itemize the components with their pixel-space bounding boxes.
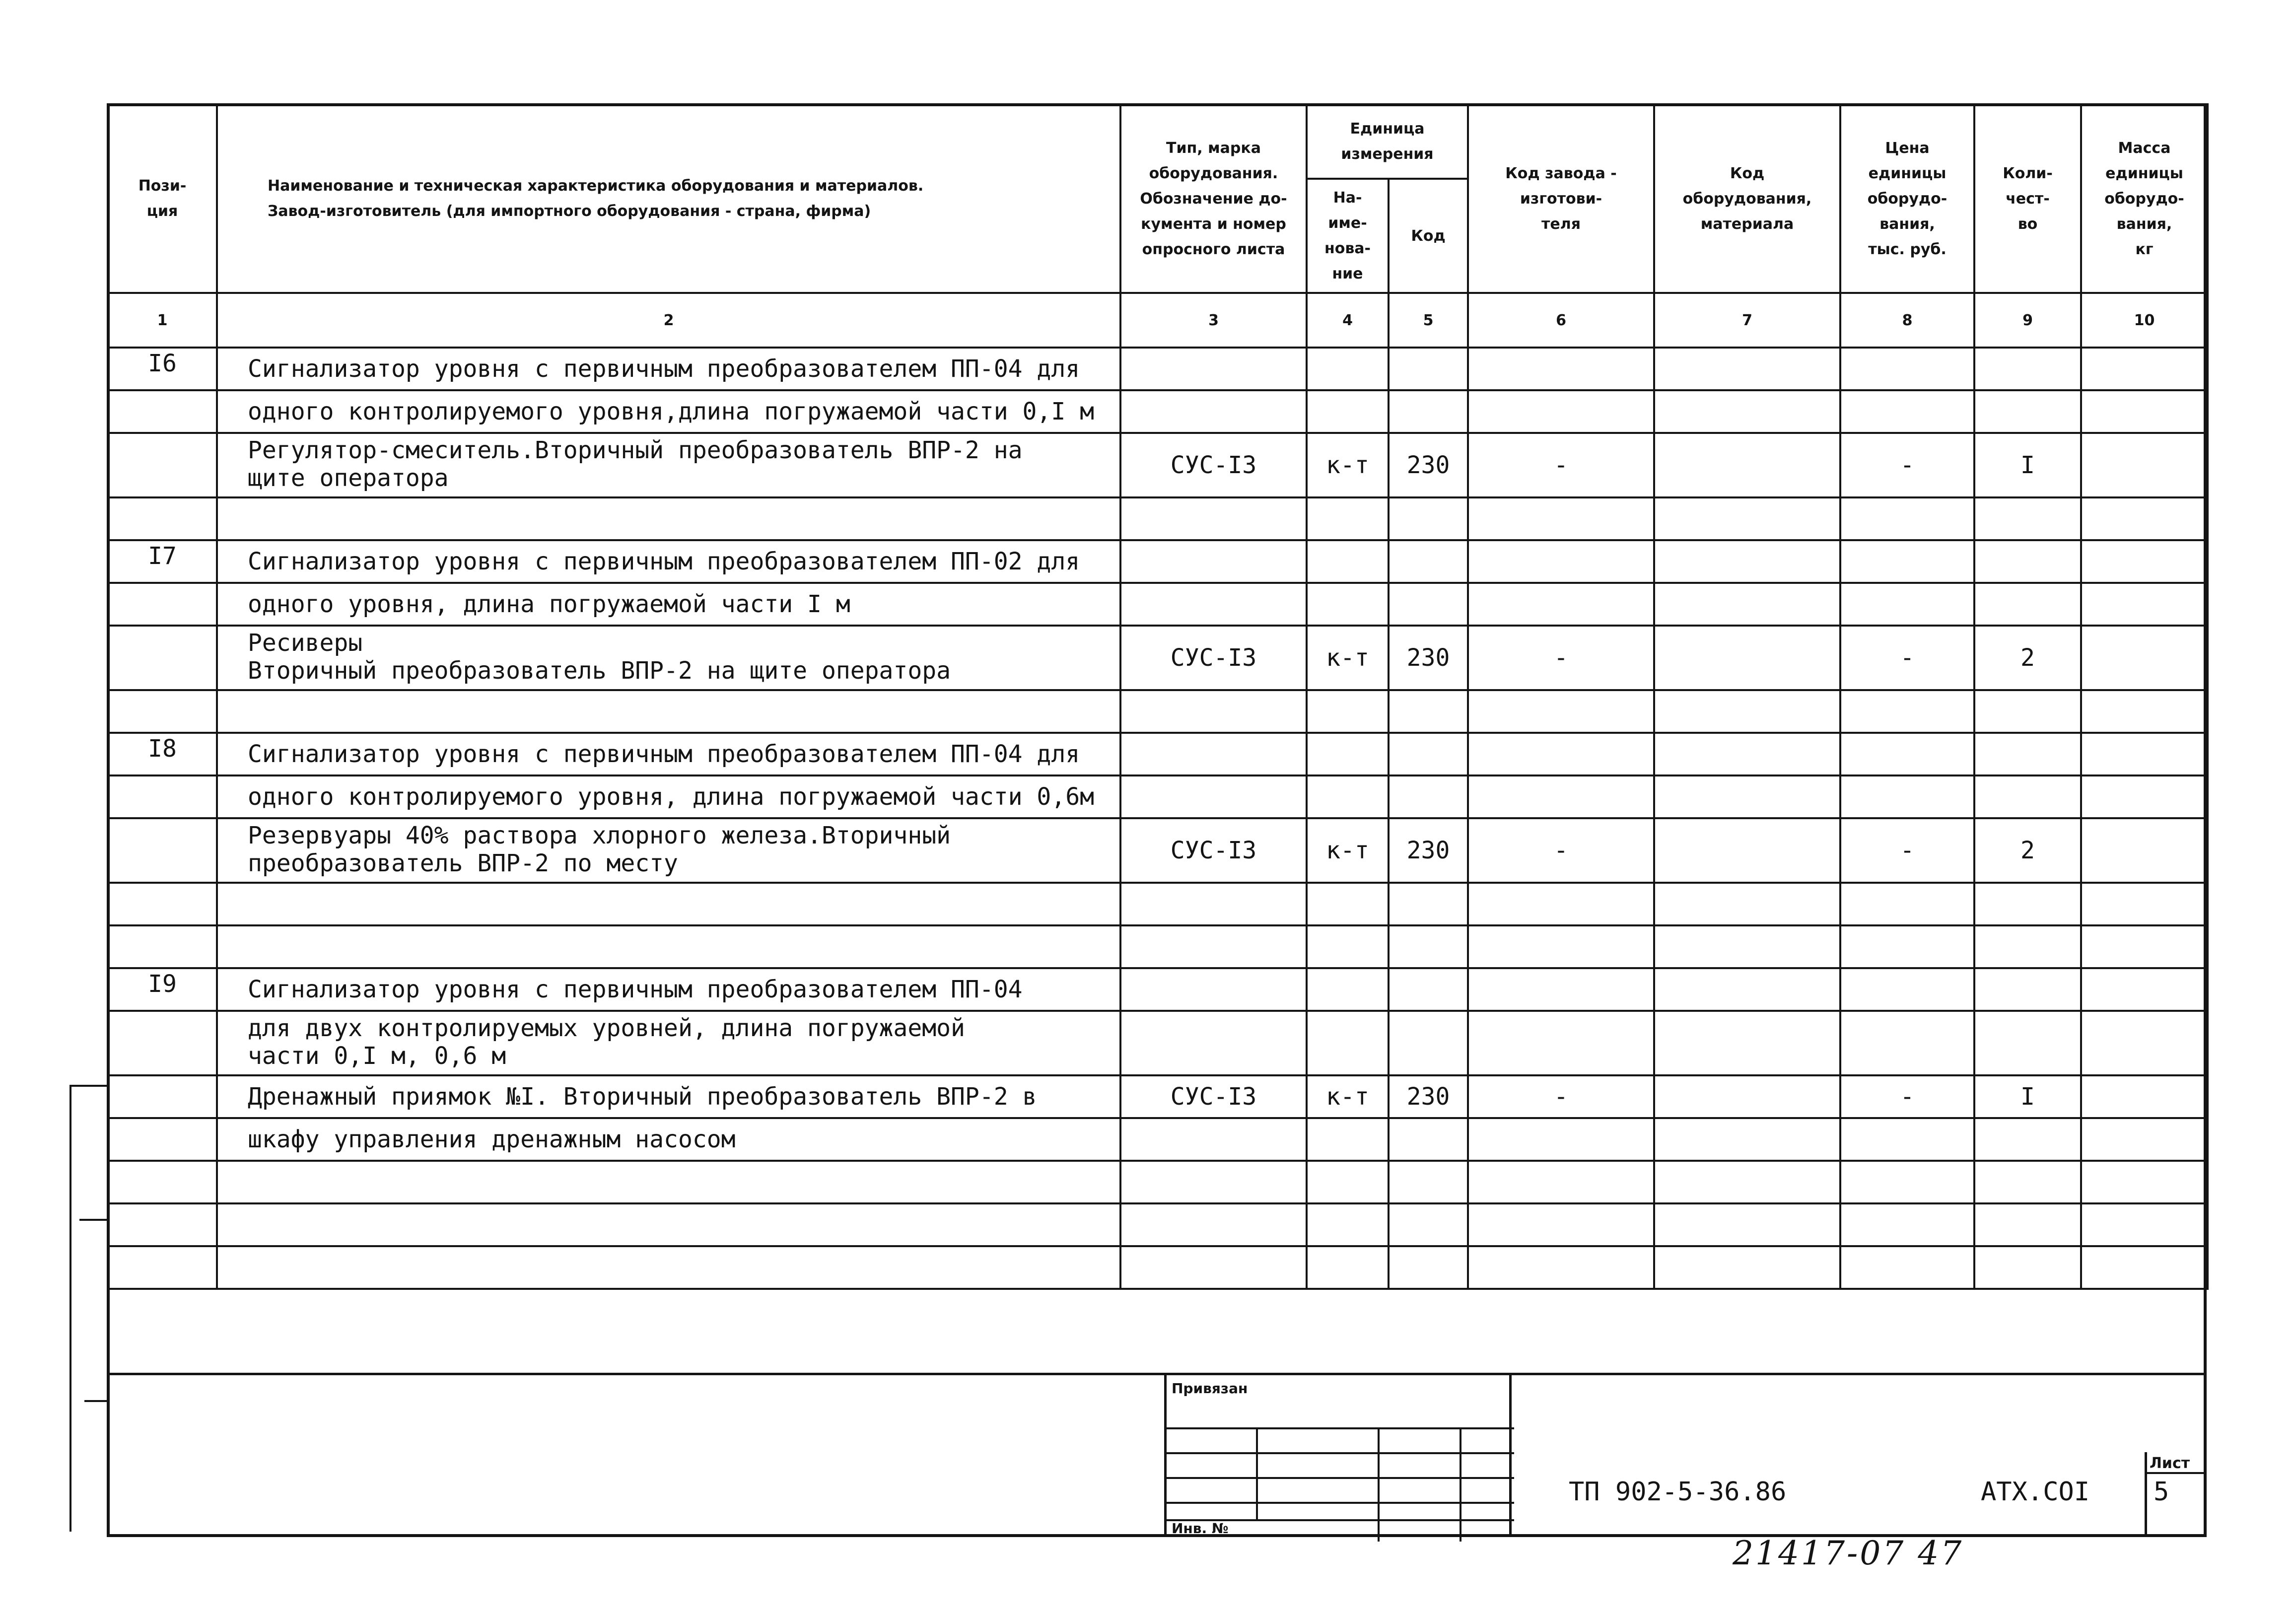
header-unit-code: Код — [1389, 179, 1468, 293]
type-cell — [1120, 690, 1307, 733]
description-cell — [217, 1203, 1120, 1246]
header-line: Пози- — [138, 177, 187, 195]
mass-cell — [2081, 1161, 2208, 1203]
description-cell — [217, 818, 1120, 883]
unit-name-cell: к-т — [1307, 1075, 1389, 1118]
header-line: Масса — [2118, 139, 2171, 157]
table-row — [108, 690, 2208, 733]
factory-code-cell — [1468, 775, 1654, 818]
table-row — [108, 818, 2208, 883]
quantity-cell — [1974, 1203, 2081, 1246]
column-number: 2 — [217, 293, 1120, 348]
unit-name-cell — [1307, 1118, 1389, 1161]
header-line: Код — [1730, 164, 1765, 182]
unit-name-cell: к-т — [1307, 433, 1389, 497]
header-line: оборудо- — [2104, 190, 2184, 208]
unit-name-cell — [1307, 968, 1389, 1011]
margin-line — [70, 1085, 71, 1532]
price-cell — [1840, 1203, 1974, 1246]
position-cell: I9 — [108, 968, 217, 1011]
header-line: Единица — [1350, 120, 1425, 138]
header-line: Наименование и техническая характеристика оборудования и материалов. — [268, 177, 924, 195]
mass-cell — [2081, 348, 2208, 390]
description-cell: одного контролируемого уровня,длина погружаемой части 0,I м — [217, 390, 1120, 433]
specification-table — [107, 103, 2209, 1290]
table-header — [108, 104, 2208, 293]
equipment-code-cell — [1654, 968, 1840, 1011]
mass-cell — [2081, 818, 2208, 883]
description-line: Ресиверы — [248, 629, 363, 657]
price-cell — [1840, 968, 1974, 1011]
description-cell — [217, 433, 1120, 497]
equipment-code-cell — [1654, 390, 1840, 433]
mass-cell — [2081, 883, 2208, 925]
type-cell — [1120, 1118, 1307, 1161]
table-row — [108, 1246, 2208, 1289]
header-line: На- — [1333, 189, 1362, 207]
unit-code-cell — [1389, 733, 1468, 775]
document-type: АТХ.СОI — [1981, 1477, 2090, 1507]
mass-cell — [2081, 925, 2208, 968]
description-cell — [217, 1011, 1120, 1075]
description-cell: Сигнализатор уровня с первичным преобразователем ПП-04 для — [217, 348, 1120, 390]
type-cell — [1120, 1203, 1307, 1246]
position-cell — [108, 583, 217, 626]
unit-code-cell — [1389, 1118, 1468, 1161]
header-factory-code — [1468, 104, 1654, 293]
quantity-cell — [1974, 540, 2081, 583]
description-cell: шкафу управления дренажным насосом — [217, 1118, 1120, 1161]
price-cell: - — [1840, 626, 1974, 690]
position-cell — [108, 1118, 217, 1161]
unit-code-cell — [1389, 968, 1468, 1011]
equipment-code-cell — [1654, 1011, 1840, 1075]
factory-code-cell — [1468, 1011, 1654, 1075]
factory-code-cell — [1468, 925, 1654, 968]
header-name — [217, 104, 1120, 293]
header-equipment-code — [1654, 104, 1840, 293]
factory-code-cell — [1468, 348, 1654, 390]
table-row — [108, 1118, 2208, 1161]
factory-code-cell — [1468, 690, 1654, 733]
position-cell — [108, 925, 217, 968]
position-cell: I8 — [108, 733, 217, 775]
header-line: вания, — [2116, 215, 2172, 233]
quantity-cell — [1974, 690, 2081, 733]
unit-name-cell — [1307, 348, 1389, 390]
price-cell — [1840, 583, 1974, 626]
unit-code-cell — [1389, 1203, 1468, 1246]
header-line: опросного листа — [1142, 240, 1285, 258]
equipment-code-cell — [1654, 540, 1840, 583]
factory-code-cell — [1468, 733, 1654, 775]
description-cell — [217, 626, 1120, 690]
equipment-code-cell — [1654, 1118, 1840, 1161]
document-code: ТП 902-5-36.86 — [1569, 1477, 1787, 1507]
header-line: во — [2018, 215, 2038, 233]
position-cell — [108, 775, 217, 818]
column-number: 1 — [108, 293, 217, 348]
type-cell — [1120, 775, 1307, 818]
unit-code-cell — [1389, 925, 1468, 968]
table-row — [108, 433, 2208, 497]
factory-code-cell — [1468, 968, 1654, 1011]
factory-code-cell: - — [1468, 1075, 1654, 1118]
mass-cell — [2081, 733, 2208, 775]
position-cell — [108, 818, 217, 883]
type-cell — [1120, 1246, 1307, 1289]
position-cell — [108, 1011, 217, 1075]
factory-code-cell — [1468, 390, 1654, 433]
mass-cell — [2081, 1203, 2208, 1246]
equipment-code-cell — [1654, 1161, 1840, 1203]
equipment-code-cell — [1654, 690, 1840, 733]
quantity-cell — [1974, 497, 2081, 540]
unit-name-cell — [1307, 1246, 1389, 1289]
header-position — [108, 104, 217, 293]
equipment-code-cell — [1654, 775, 1840, 818]
type-cell: СУС-I3 — [1120, 818, 1307, 883]
description-cell: Дренажный приямок №I. Вторичный преобразователь ВПР-2 в — [217, 1075, 1120, 1118]
table-row — [108, 348, 2208, 390]
price-cell — [1840, 390, 1974, 433]
equipment-code-cell — [1654, 583, 1840, 626]
header-unit-name — [1307, 179, 1389, 293]
price-cell — [1840, 925, 1974, 968]
header-line: Тип, марка — [1166, 139, 1261, 157]
table-body — [108, 293, 2208, 1289]
header-type — [1120, 104, 1307, 293]
margin-tick — [70, 1085, 109, 1087]
unit-code-cell — [1389, 348, 1468, 390]
header-unit-price — [1840, 104, 1974, 293]
quantity-cell — [1974, 348, 2081, 390]
table-row — [108, 968, 2208, 1011]
column-number: 6 — [1468, 293, 1654, 348]
factory-code-cell — [1468, 540, 1654, 583]
description-cell — [217, 497, 1120, 540]
header-line: Коли- — [2003, 164, 2053, 182]
description-cell — [217, 883, 1120, 925]
unit-name-cell — [1307, 690, 1389, 733]
price-cell: - — [1840, 433, 1974, 497]
price-cell — [1840, 1118, 1974, 1161]
position-cell — [108, 1075, 217, 1118]
column-number: 7 — [1654, 293, 1840, 348]
description-line: для двух контролируемых уровней, длина погружаемой — [248, 1014, 965, 1042]
unit-code-cell — [1389, 775, 1468, 818]
table-row — [108, 1203, 2208, 1246]
table-row — [108, 583, 2208, 626]
type-cell — [1120, 968, 1307, 1011]
unit-name-cell — [1307, 540, 1389, 583]
header-line: оборудования, — [1682, 190, 1812, 208]
position-cell: I7 — [108, 540, 217, 583]
mass-cell — [2081, 540, 2208, 583]
equipment-code-cell — [1654, 626, 1840, 690]
quantity-cell — [1974, 733, 2081, 775]
position-cell — [108, 497, 217, 540]
mass-cell — [2081, 626, 2208, 690]
description-line: щите оператора — [248, 464, 449, 492]
equipment-code-cell — [1654, 1246, 1840, 1289]
header-line: ция — [146, 203, 178, 220]
sheet-number: 5 — [2154, 1477, 2169, 1507]
unit-code-cell — [1389, 1011, 1468, 1075]
quantity-cell: 2 — [1974, 626, 2081, 690]
unit-name-cell — [1307, 1011, 1389, 1075]
handwritten-archive-number: 21417-07 47 — [1733, 1534, 1964, 1572]
quantity-cell — [1974, 968, 2081, 1011]
mass-cell — [2081, 497, 2208, 540]
attached-label: Привязан — [1172, 1380, 1248, 1397]
equipment-code-cell — [1654, 348, 1840, 390]
quantity-cell — [1974, 1011, 2081, 1075]
unit-code-cell — [1389, 690, 1468, 733]
type-cell — [1120, 883, 1307, 925]
margin-tick — [84, 1400, 109, 1402]
unit-code-cell — [1389, 883, 1468, 925]
unit-name-cell — [1307, 883, 1389, 925]
equipment-code-cell — [1654, 883, 1840, 925]
sheet-label: Лист — [2150, 1455, 2190, 1472]
type-cell — [1120, 925, 1307, 968]
header-line: единицы — [1868, 164, 1947, 182]
description-cell — [217, 1161, 1120, 1203]
type-cell: СУС-I3 — [1120, 1075, 1307, 1118]
type-cell — [1120, 733, 1307, 775]
factory-code-cell — [1468, 1246, 1654, 1289]
table-row — [108, 390, 2208, 433]
unit-name-cell — [1307, 1203, 1389, 1246]
table-row — [108, 626, 2208, 690]
column-number: 4 — [1307, 293, 1389, 348]
mass-cell — [2081, 775, 2208, 818]
header-line: Завод-изготовитель (для импортного оборудования - страна, фирма) — [268, 203, 871, 220]
header-line: кумента и номер — [1141, 215, 1286, 233]
unit-name-cell — [1307, 775, 1389, 818]
table-row — [108, 497, 2208, 540]
table-row — [108, 1075, 2208, 1118]
column-number: 9 — [1974, 293, 2081, 348]
description-cell: Сигнализатор уровня с первичным преобразователем ПП-04 — [217, 968, 1120, 1011]
description-cell: Сигнализатор уровня с первичным преобразователем ПП-02 для — [217, 540, 1120, 583]
inventory-number-label: Инв. № — [1172, 1520, 1229, 1537]
quantity-cell: I — [1974, 433, 2081, 497]
price-cell — [1840, 775, 1974, 818]
factory-code-cell: - — [1468, 818, 1654, 883]
position-cell — [108, 626, 217, 690]
factory-code-cell — [1468, 883, 1654, 925]
factory-code-cell — [1468, 1118, 1654, 1161]
unit-code-cell — [1389, 1246, 1468, 1289]
position-cell — [108, 1203, 217, 1246]
price-cell — [1840, 540, 1974, 583]
price-cell — [1840, 883, 1974, 925]
header-line: кг — [2135, 240, 2154, 258]
price-cell — [1840, 1161, 1974, 1203]
header-line: тыс. руб. — [1868, 240, 1947, 258]
equipment-code-cell — [1654, 1075, 1840, 1118]
description-line: Вторичный преобразователь ВПР-2 на щите оператора — [248, 657, 951, 685]
header-line: оборудования. — [1149, 164, 1278, 182]
type-cell — [1120, 348, 1307, 390]
unit-code-cell — [1389, 1161, 1468, 1203]
unit-name-cell: к-т — [1307, 818, 1389, 883]
unit-name-cell — [1307, 925, 1389, 968]
type-cell: СУС-I3 — [1120, 626, 1307, 690]
mass-cell — [2081, 583, 2208, 626]
description-cell — [217, 925, 1120, 968]
column-number: 3 — [1120, 293, 1307, 348]
type-cell: СУС-I3 — [1120, 433, 1307, 497]
header-line: чест- — [2006, 190, 2050, 208]
type-cell — [1120, 497, 1307, 540]
price-cell — [1840, 733, 1974, 775]
position-cell — [108, 1161, 217, 1203]
header-line: Цена — [1885, 139, 1930, 157]
type-cell — [1120, 540, 1307, 583]
quantity-cell — [1974, 775, 2081, 818]
description-line: преобразователь ВПР-2 по месту — [248, 849, 678, 878]
description-line: Резервуары 40% раствора хлорного железа.Вторичный — [248, 822, 951, 849]
factory-code-cell — [1468, 497, 1654, 540]
unit-code-cell: 230 — [1389, 818, 1468, 883]
type-cell — [1120, 583, 1307, 626]
equipment-code-cell — [1654, 925, 1840, 968]
unit-code-cell — [1389, 390, 1468, 433]
price-cell — [1840, 690, 1974, 733]
factory-code-cell — [1468, 1161, 1654, 1203]
table-row — [108, 775, 2208, 818]
attachment-stamp — [1164, 1373, 1512, 1537]
position-cell — [108, 1246, 217, 1289]
header-line: вания, — [1879, 215, 1935, 233]
quantity-cell — [1974, 1118, 2081, 1161]
header-line: теля — [1541, 215, 1581, 233]
header-unit-group — [1307, 104, 1468, 179]
column-number: 10 — [2081, 293, 2208, 348]
unit-name-cell — [1307, 733, 1389, 775]
table-row — [108, 925, 2208, 968]
description-cell: одного уровня, длина погружаемой части I м — [217, 583, 1120, 626]
quantity-cell — [1974, 1161, 2081, 1203]
description-line: части 0,I м, 0,6 м — [248, 1042, 506, 1070]
factory-code-cell: - — [1468, 626, 1654, 690]
mass-cell — [2081, 1075, 2208, 1118]
unit-name-cell: к-т — [1307, 626, 1389, 690]
header-quantity — [1974, 104, 2081, 293]
header-line: материала — [1700, 215, 1794, 233]
type-cell — [1120, 1161, 1307, 1203]
header-line: единицы — [2105, 164, 2183, 182]
unit-name-cell — [1307, 390, 1389, 433]
unit-code-cell: 230 — [1389, 433, 1468, 497]
type-cell — [1120, 1011, 1307, 1075]
header-line: ние — [1332, 265, 1363, 282]
price-cell — [1840, 1011, 1974, 1075]
unit-name-cell — [1307, 497, 1389, 540]
table-row — [108, 1011, 2208, 1075]
table-row — [108, 540, 2208, 583]
header-unit-mass — [2081, 104, 2208, 293]
table-row — [108, 883, 2208, 925]
header-line: изготови- — [1520, 190, 1602, 208]
header-line: Обозначение до- — [1140, 190, 1287, 208]
description-cell — [217, 690, 1120, 733]
unit-code-cell — [1389, 540, 1468, 583]
table-row — [108, 733, 2208, 775]
equipment-code-cell — [1654, 1203, 1840, 1246]
quantity-cell — [1974, 1246, 2081, 1289]
equipment-code-cell — [1654, 818, 1840, 883]
column-number: 5 — [1389, 293, 1468, 348]
table-row — [108, 1161, 2208, 1203]
mass-cell — [2081, 1246, 2208, 1289]
position-cell — [108, 883, 217, 925]
mass-cell — [2081, 1011, 2208, 1075]
quantity-cell — [1974, 883, 2081, 925]
unit-code-cell — [1389, 583, 1468, 626]
position-cell — [108, 690, 217, 733]
equipment-code-cell — [1654, 433, 1840, 497]
unit-name-cell — [1307, 1161, 1389, 1203]
header-line: измерения — [1341, 145, 1434, 163]
unit-code-cell: 230 — [1389, 626, 1468, 690]
type-cell — [1120, 390, 1307, 433]
equipment-code-cell — [1654, 497, 1840, 540]
mass-cell — [2081, 1118, 2208, 1161]
quantity-cell: I — [1974, 1075, 2081, 1118]
description-cell: одного контролируемого уровня, длина погружаемой части 0,6м — [217, 775, 1120, 818]
description-cell — [217, 1246, 1120, 1289]
header-line: оборудо- — [1867, 190, 1948, 208]
position-cell — [108, 390, 217, 433]
column-number-row — [108, 293, 2208, 348]
position-cell — [108, 433, 217, 497]
quantity-cell — [1974, 925, 2081, 968]
quantity-cell — [1974, 583, 2081, 626]
position-cell: I6 — [108, 348, 217, 390]
header-line: Код завода - — [1505, 164, 1617, 182]
price-cell — [1840, 497, 1974, 540]
unit-name-cell — [1307, 583, 1389, 626]
mass-cell — [2081, 433, 2208, 497]
header-line: нова- — [1324, 240, 1371, 257]
equipment-code-cell — [1654, 733, 1840, 775]
unit-code-cell: 230 — [1389, 1075, 1468, 1118]
mass-cell — [2081, 390, 2208, 433]
factory-code-cell — [1468, 583, 1654, 626]
margin-tick — [79, 1219, 109, 1221]
price-cell — [1840, 348, 1974, 390]
unit-code-cell — [1389, 497, 1468, 540]
mass-cell — [2081, 690, 2208, 733]
description-line: Регулятор-смеситель.Вторичный преобразователь ВПР-2 на — [248, 436, 1023, 464]
factory-code-cell: - — [1468, 433, 1654, 497]
price-cell: - — [1840, 1075, 1974, 1118]
quantity-cell — [1974, 390, 2081, 433]
price-cell — [1840, 1246, 1974, 1289]
quantity-cell: 2 — [1974, 818, 2081, 883]
header-line: име- — [1328, 214, 1367, 232]
column-number: 8 — [1840, 293, 1974, 348]
description-cell: Сигнализатор уровня с первичным преобразователем ПП-04 для — [217, 733, 1120, 775]
mass-cell — [2081, 968, 2208, 1011]
price-cell: - — [1840, 818, 1974, 883]
factory-code-cell — [1468, 1203, 1654, 1246]
